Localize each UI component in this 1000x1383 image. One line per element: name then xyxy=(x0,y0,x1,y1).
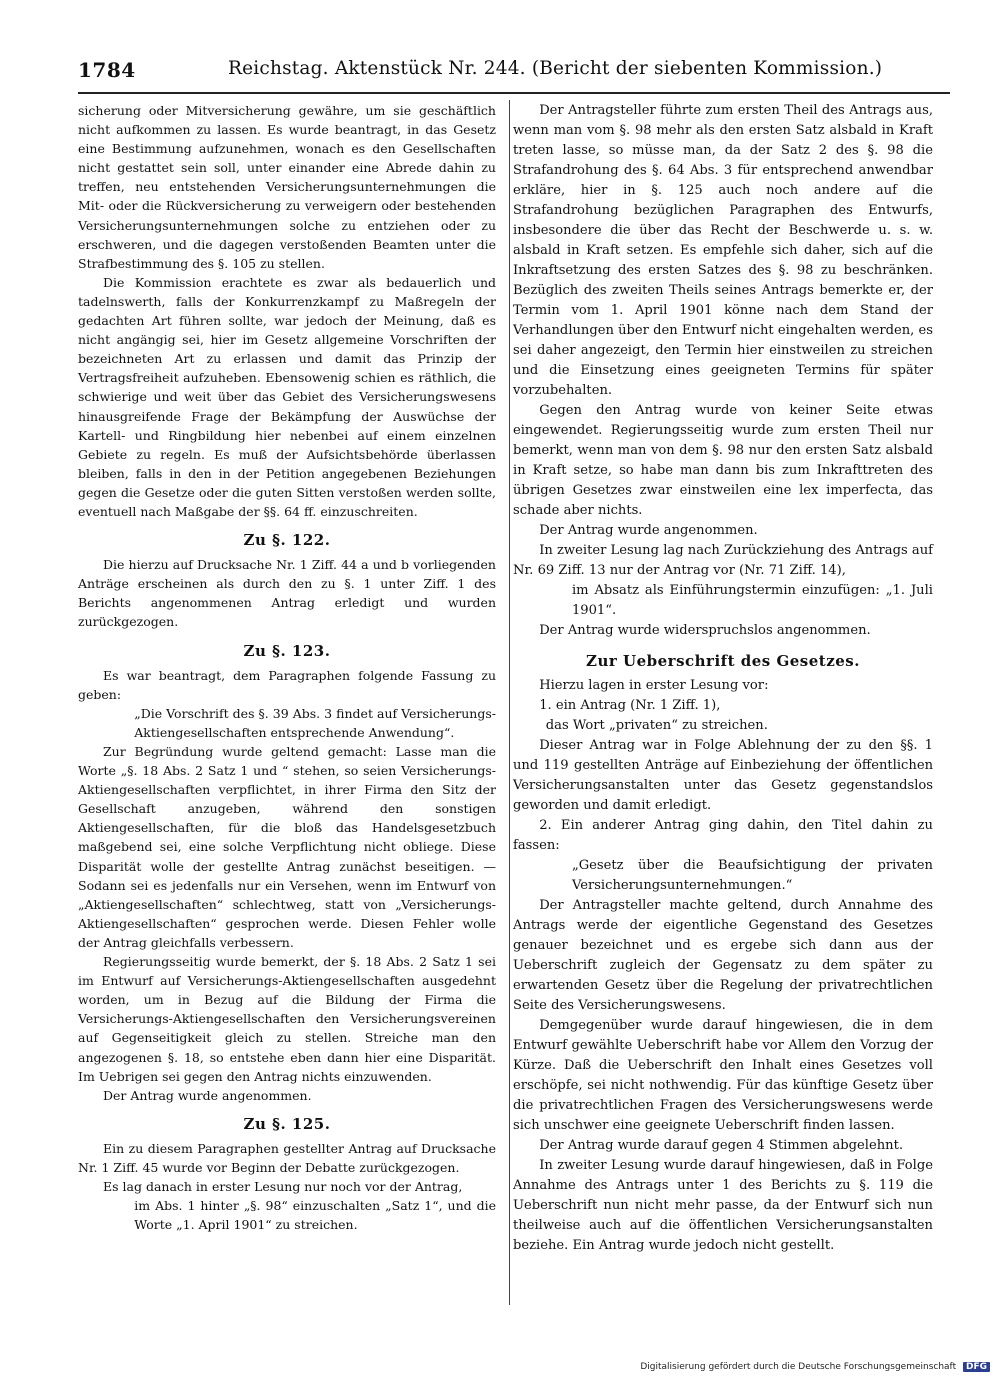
paragraph: Der Antrag wurde darauf gegen 4 Stimmen abgelehnt. xyxy=(539,1138,903,1153)
section-heading: Zur Ueberschrift des Gesetzes. xyxy=(586,652,860,670)
paragraph: In zweiter Lesung lag nach Zurückziehung des Antrags auf Nr. 69 Ziff. 13 nur der Antrag vor (Nr. 71 Ziff. 14), xyxy=(513,543,933,578)
paragraph: Gegen den Antrag wurde von keiner Seite etwas eingewendet. Regierungsseitig wurde zum ersten Theil nur bemerkt, wenn man von dem §. 98 nur den ersten Satz alsbald in Kraft setze, so habe man dann bis zum Inkrafttreten des übrigen Gesetzes zwar einstweilen eine lex imperfecta, das schade aber nichts. xyxy=(513,403,933,518)
funding-footer xyxy=(640,1362,990,1372)
right-column xyxy=(513,101,933,1256)
paragraph: Die hierzu auf Drucksache Nr. 1 Ziff. 44 a und b vorliegenden Anträge erscheinen als durch den zu §. 1 unter Ziff. 1 des Berichts angenommenen Antrag erledigt und wurden zurückgezogen. xyxy=(78,557,496,630)
quoted-text: im Abs. 1 hinter „§. 98“ einzuschalten „Satz 1“, und die Worte „1. April 1901“ zu streichen. xyxy=(134,1198,496,1233)
quoted-text: „Die Vorschrift des §. 39 Abs. 3 findet auf Versicherungs-Aktiengesellschaften entsprechende Anwendung“. xyxy=(134,705,496,740)
dfg-logo: DFG xyxy=(963,1362,990,1372)
section-heading: Zu §. 125. xyxy=(243,1114,331,1133)
paragraph: Die Kommission erachtete es zwar als bedauerlich und tadelnswerth, falls der Konkurrenzkampf zu Maßregeln der gedachten Art führen sollte, war jedoch der Meinung, daß es nicht angängig sei, hier im Gesetz allgemeine Vorschriften der bezeichneten Art zu erlassen und damit das Prinzip der Vertragsfreiheit aufzuheben. Ebensowenig schien es räthlich, die schwierige und weit über das Gebiet des Versicherungswesens hinausgreifende Frage der Bekämpfung der Auswüchse der Kartell- und Ringbildung hier nebenbei auf einem einzelnen Gebiete zu regeln. Es muß der Aufsichtsbehörde überlassen bleiben, falls in den in der Petition angegebenen Beziehungen gegen die Gesetze oder die guten Sitten verstoßen werden sollte, eventuell nach Maßgabe der §§. 64 ff. einzuschreiten. xyxy=(78,274,496,519)
footer-text: Digitalisierung gefördert durch die Deutsche Forschungsgemeinschaft xyxy=(640,1362,957,1372)
paragraph: Zur Begründung wurde geltend gemacht: Lasse man die Worte „§. 18 Abs. 2 Satz 1 und “ stehen, so seien Versicherungs-Aktiengesellschaften verpflichtet, in ihrer Firma den Sitz der Gesellschaft anzugeben, während den sonstigen Aktiengesellschaften, für die bloß das Handelsgesetzbuch maßgebend sei, eine solche Verpflichtung nicht obliege. Diese Disparität wolle der gestellte Antrag zunächst beseitigen. — Sodann sei es jedenfalls nur ein Versehen, wenn im Entwurf von „Aktiengesellschaften“ schlechtweg, statt von „Versicherungs-Aktiengesellschaften“ gesprochen werde. Diesen Fehler wolle der Antrag gleichfalls verbessern. xyxy=(78,744,496,950)
paragraph: Der Antrag wurde angenommen. xyxy=(539,523,758,538)
page-number: 1784 xyxy=(78,58,136,82)
paragraph: Der Antragsteller machte geltend, durch Annahme des Antrags werde der eigentliche Gegenstand des Gesetzes genauer bezeichnet und es ergebe sich dann aus der Ueberschrift zugleich der Gegensatz zu dem später zu erwartenden Gesetz über die Regelung der privatrechtlichen Seite des Versicherungswesens. xyxy=(513,898,933,1013)
left-column xyxy=(78,101,496,1234)
paragraph: Regierungsseitig wurde bemerkt, der §. 18 Abs. 2 Satz 1 sei im Entwurf auf Versicherungs-Aktiengesellschaften ausgedehnt worden, um in Bezug auf die Bildung der Firma die Versicherungs-Aktiengesellschaften den Versicherungsvereinen auf Gegenseitigkeit gleich zu stellen. Streiche man den angezogenen §. 18, so entstehe eben dann hier eine Disparität. Im Uebrigen sei gegen den Antrag nichts einzuwenden. xyxy=(78,954,496,1084)
section-heading: Zu §. 122. xyxy=(243,531,331,550)
paragraph: Der Antrag wurde angenommen. xyxy=(103,1087,312,1103)
paragraph: Hierzu lagen in erster Lesung vor: xyxy=(539,678,769,693)
paragraph: Dieser Antrag war in Folge Ablehnung der zu den §§. 1 und 119 gestellten Anträge auf Einbeziehung der öffentlichen Versicherungsanstalten unter das Gesetz gegenstandslos geworden und damit erledigt. xyxy=(513,738,933,813)
page-header xyxy=(78,58,950,88)
paragraph: Der Antrag wurde widerspruchslos angenommen. xyxy=(539,623,871,638)
header-rule xyxy=(78,92,950,94)
paragraph: Ein zu diesem Paragraphen gestellter Antrag auf Drucksache Nr. 1 Ziff. 45 wurde vor Beginn der Debatte zurückgezogen. xyxy=(78,1140,496,1175)
section-heading: Zu §. 123. xyxy=(243,641,331,660)
paragraph: 2. Ein anderer Antrag ging dahin, den Titel dahin zu fassen: xyxy=(513,818,933,853)
paragraph: In zweiter Lesung wurde darauf hingewiesen, daß in Folge Annahme des Antrags unter 1 des Berichts zu §. 119 die Ueberschrift nun nicht mehr passe, da der Entwurf sich nun theilweise auch auf die öffentlichen Versicherungsanstalten beziehe. Ein Antrag wurde jedoch nicht gestellt. xyxy=(513,1158,933,1253)
quoted-text: das Wort „privaten“ zu streichen. xyxy=(545,718,768,733)
quoted-text: im Absatz als Einführungstermin einzufügen: „1. Juli 1901“. xyxy=(571,583,933,618)
paragraph: Es war beantragt, dem Paragraphen folgende Fassung zu geben: xyxy=(78,667,496,702)
column-divider xyxy=(509,100,510,1305)
paragraph: sicherung oder Mitversicherung gewähre, um sie geschäftlich nicht aufkommen zu lassen. Es wurde beantragt, in das Gesetz eine Bestimmung aufzunehmen, wonach es den Gesellschaften nicht gestattet sein soll, unter einander eine Abrede dahin zu treffen, neu entstehenden Versicherungsunternehmungen die Mit- oder die Rückversicherung zu verweigern oder bestehenden Versicherungsunternehmungen solche zu entziehen oder zu erschweren, und die dagegen verstoßenden Beamten unter die Strafbestimmung des §. 105 zu stellen. xyxy=(78,103,496,271)
quoted-text: „Gesetz über die Beaufsichtigung der privaten Versicherungsunternehmungen.“ xyxy=(571,858,933,893)
paragraph: 1. ein Antrag (Nr. 1 Ziff. 1), xyxy=(539,698,721,713)
paragraph: Demgegenüber wurde darauf hingewiesen, die in dem Entwurf gewählte Ueberschrift habe vor Allem den Vorzug der Kürze. Daß die Ueberschrift den Inhalt eines Gesetzes voll erschöpfe, sei nicht nothwendig. Für das künftige Gesetz über die privatrechtlichen Fragen des Versicherungswesens werde sich unschwer eine geeignete Ueberschrift finden lassen. xyxy=(513,1018,933,1133)
paragraph: Der Antragsteller führte zum ersten Theil des Antrags aus, wenn man vom §. 98 mehr als den ersten Satz alsbald in Kraft treten lasse, so müsse man, da der Satz 2 des §. 98 die Strafandrohung des §. 64 Abs. 3 für entsprechend anwendbar erkläre, hier in §. 125 auch noch andere auf die Strafandrohung bezüglichen Paragraphen des Entwurfs, insbesondere die über das Recht der Beschwerde u. s. w. alsbald in Kraft setzen. Es empfehle sich daher, sich auf die Inkraftsetzung des ersten Satzes des §. 98 zu beschränken. Bezüglich des zweiten Theils seines Antrags bemerkte er, der Termin vom 1. April 1901 könne nach dem Stand der Verhandlungen über den Entwurf nicht eingehalten werden, es sei daher angezeigt, den Termin hier einstweilen zu streichen und die Einsetzung eines geeigneten Termins für später vorzubehalten. xyxy=(513,103,933,398)
paragraph: Es lag danach in erster Lesung nur noch vor der Antrag, xyxy=(103,1179,463,1195)
running-title: Reichstag. Aktenstück Nr. 244. (Bericht der siebenten Kommission.) xyxy=(228,58,883,79)
